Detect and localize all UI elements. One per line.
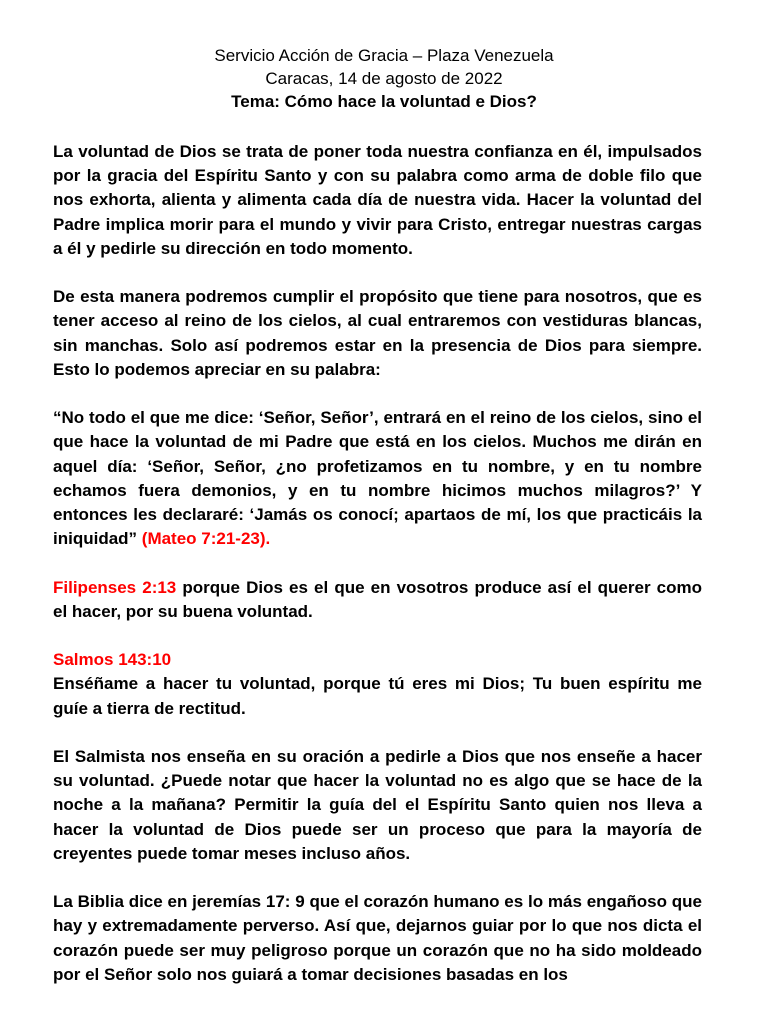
service-date: Caracas, 14 de agosto de 2022 <box>265 69 503 88</box>
document-header <box>0 44 768 113</box>
quote-text: “No todo el que me dice: ‘Señor, Señor’, entrará en el reino de los cielos, sino el que hace la voluntad de mi Padre que está en los cielos. Muchos me dirán en aquel día: ‘Señor, Señor, ¿no profetizamos en tu nombre, y en tu nombre echamos fuera demonios, y en tu nombre hicimos muchos milagros?’ Y entonces les declararé: ‘Jamás os conocí; apartaos de mí, los que practicáis la iniquidad” <box>53 408 702 549</box>
paragraph-purpose: De esta manera podremos cumplir el propósito que tiene para nosotros, que es tener acceso al reino de los cielos, al cual entraremos con vestiduras blancas, sin manchas. Solo así podremos estar en la presencia de Dios para siempre. Esto lo podemos apreciar en su palabra: <box>53 287 702 379</box>
sermon-topic: Tema: Cómo hace la voluntad e Dios? <box>231 92 537 111</box>
filipenses-reference: Filipenses 2:13 <box>53 577 177 597</box>
filipenses-text: porque Dios es el que en vosotros produce así el querer como el hacer, por su buena voluntad. <box>53 577 703 621</box>
quote-reference: (Mateo 7:21-23). <box>141 529 271 549</box>
salmos-text: Enséñame a hacer tu voluntad, porque tú eres mi Dios; Tu buen espíritu me guíe a tierra de rectitud. <box>53 674 702 718</box>
paragraph-quote <box>53 406 702 551</box>
document-body <box>53 140 702 1011</box>
paragraph-salmos <box>53 648 702 721</box>
paragraph-jeremias: La Biblia dice en jeremías 17: 9 que el corazón humano es lo más engañoso que hay y extremadamente perverso. Así que, dejarnos guiar por lo que nos dicta el corazón puede ser muy peligroso porque un corazón que no ha sido moldeado por el Señor solo nos guiará a tomar decisiones basadas en los <box>53 892 702 984</box>
service-title: Servicio Acción de Gracia – Plaza Venezuela <box>214 46 554 65</box>
paragraph-salmista: El Salmista nos enseña en su oración a pedirle a Dios que nos enseñe a hacer su voluntad. ¿Puede notar que hacer la voluntad no es algo que se hace de la noche a la mañana? Permitir la guía del el Espíritu Santo quien nos lleva a hacer la voluntad de Dios puede ser un proceso que para la mayoría de creyentes puede tomar meses incluso años. <box>53 747 702 863</box>
salmos-reference: Salmos 143:10 <box>53 650 172 670</box>
paragraph-intro: La voluntad de Dios se trata de poner toda nuestra confianza en él, impulsados por la gracia del Espíritu Santo y con su palabra como arma de doble filo que nos exhorta, alienta y alimenta cada día de nuestra vida. Hacer la voluntad del Padre implica morir para el mundo y vivir para Cristo, entregar nuestras cargas a él y pedirle su dirección en todo momento. <box>53 142 702 258</box>
paragraph-filipenses <box>53 576 702 624</box>
